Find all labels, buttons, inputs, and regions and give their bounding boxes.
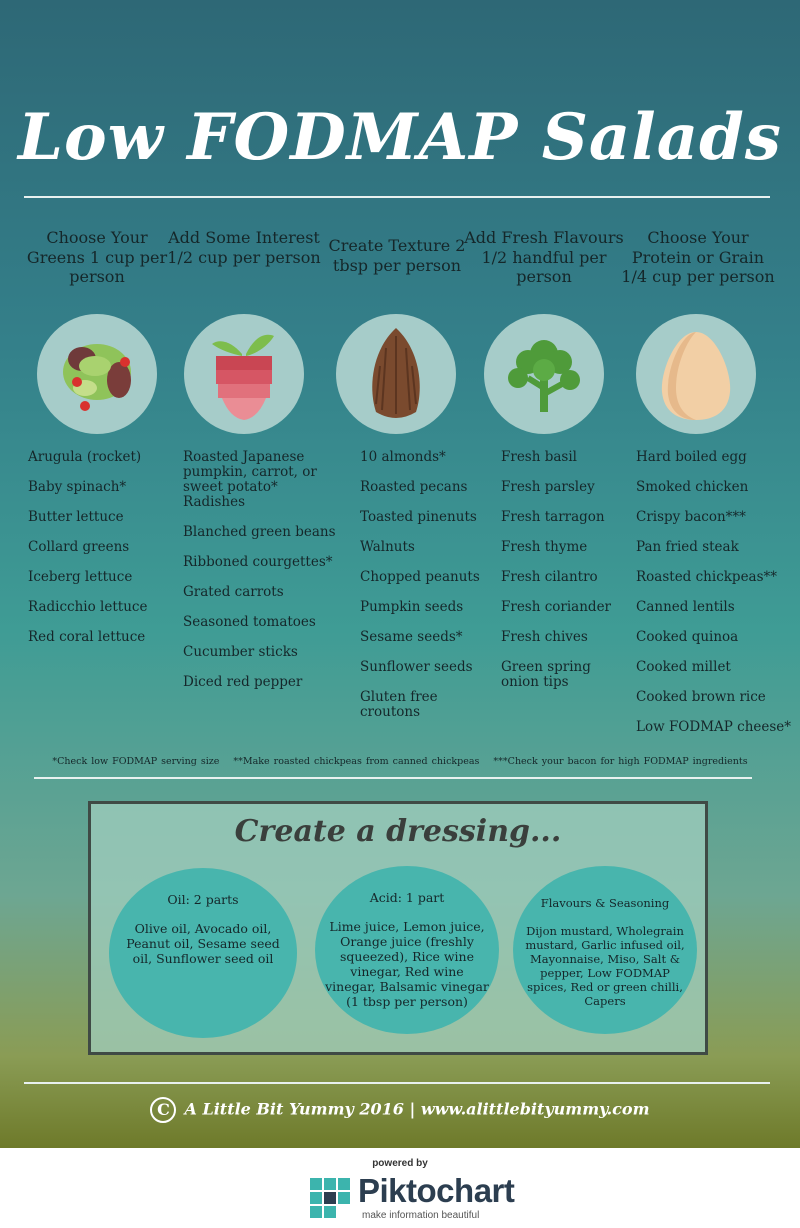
column-header: Create Texture 2 tbsp per person (328, 236, 466, 275)
radish-icon (184, 314, 304, 434)
column-header: Add Some Interest 1/2 cup per person (167, 228, 321, 267)
list-item: Sesame seeds* (360, 629, 463, 645)
flavours-list (501, 450, 629, 690)
list-item: Baby spinach* (28, 479, 127, 495)
footnote: **Make roasted chickpeas from canned chickpeas (233, 756, 480, 767)
list-item: Sunflower seeds (360, 659, 473, 675)
protein-list (636, 450, 796, 750)
list-item: Roasted chickpeas** (636, 569, 778, 585)
list-item: Red coral lettuce (28, 629, 146, 645)
piktochart-logo-icon[interactable] (308, 1176, 352, 1220)
footnote: *Check low FODMAP serving size (52, 756, 220, 767)
interest-list (183, 450, 355, 705)
list-item: Chopped peanuts (360, 569, 480, 585)
list-item: Radicchio lettuce (28, 599, 148, 615)
list-item: Fresh coriander (501, 599, 612, 615)
dressing-part-title: Acid: 1 part (369, 890, 445, 905)
list-item: Roasted pecans (360, 479, 468, 495)
dressing-title: Create a dressing... (234, 814, 562, 849)
list-item: Pan fried steak (636, 539, 739, 555)
list-item: Crispy bacon*** (636, 509, 746, 525)
dressing-acid (315, 866, 499, 1034)
footnote: ***Check your bacon for high FODMAP ingredients (493, 756, 748, 767)
column-protein (618, 228, 778, 310)
column-flavours (464, 228, 624, 310)
page-title: Low FODMAP Salads (18, 100, 782, 175)
piktochart-brand[interactable]: Piktochart (358, 1172, 515, 1209)
dressing-flavours (513, 866, 697, 1034)
list-item: Fresh tarragon (501, 509, 605, 525)
list-item: Roasted Japanese pumpkin, carrot, or sweet potato* (183, 449, 317, 495)
list-item: Fresh parsley (501, 479, 595, 495)
egg-icon (636, 314, 756, 434)
list-item: Collard greens (28, 539, 130, 555)
list-item: Radishes (183, 494, 246, 510)
piktochart-tagline: make information beautiful (362, 1210, 480, 1221)
dressing-box (88, 801, 708, 1055)
column-header: Add Fresh Flavours 1/2 handful per person (464, 228, 624, 286)
list-item: Green spring onion tips (501, 659, 591, 690)
list-item: Cucumber sticks (183, 644, 298, 660)
footnotes (0, 756, 800, 767)
list-item: Fresh thyme (501, 539, 588, 555)
powered-by-label: powered by (372, 1158, 428, 1169)
credit-text[interactable]: A Little Bit Yummy 2016 | www.alittlebityummy.com (184, 1099, 650, 1119)
list-item: Low FODMAP cheese* (636, 719, 792, 735)
list-item: 10 almonds* (360, 449, 446, 465)
list-item: Gluten free croutons (360, 689, 438, 720)
list-item: Toasted pinenuts (360, 509, 477, 525)
list-item: Fresh chives (501, 629, 588, 645)
title-divider (24, 196, 770, 198)
herb-icon (484, 314, 604, 434)
list-item: Cooked millet (636, 659, 731, 675)
list-item: Hard boiled egg (636, 449, 747, 465)
credit-divider (24, 1082, 770, 1084)
lettuce-icon (37, 314, 157, 434)
column-greens (17, 228, 177, 310)
greens-list (28, 450, 178, 660)
column-texture (317, 236, 477, 318)
list-item: Fresh cilantro (501, 569, 598, 585)
dressing-part-text: Lime juice, Lemon juice, Orange juice (freshly squeezed), Rice wine vinegar, Red wine vinegar, Balsamic vinegar (1 tbsp per person) (325, 919, 489, 1009)
list-item: Fresh basil (501, 449, 577, 465)
credit-line (0, 1097, 800, 1123)
column-header: Choose Your Greens 1 cup per person (26, 228, 168, 286)
dressing-part-title: Flavours & Seasoning (540, 896, 670, 910)
column-header: Choose Your Protein or Grain 1/4 cup per person (621, 228, 775, 286)
list-item: Cooked brown rice (636, 689, 766, 705)
list-item: Cooked quinoa (636, 629, 739, 645)
column-interest (164, 228, 324, 310)
dressing-oil (109, 868, 297, 1038)
list-item: Walnuts (360, 539, 415, 555)
list-item: Smoked chicken (636, 479, 749, 495)
dressing-part-title: Oil: 2 parts (167, 892, 239, 907)
copyright-icon: C (150, 1097, 176, 1123)
powered-by-bar (0, 1148, 800, 1228)
list-item: Butter lettuce (28, 509, 124, 525)
dressing-part-text: Dijon mustard, Wholegrain mustard, Garlic infused oil, Mayonnaise, Miso, Salt & pepper, Low FODMAP spices, Red or green chilli, Capers (525, 924, 685, 1008)
almond-icon (336, 314, 456, 434)
list-item: Diced red pepper (183, 674, 303, 690)
list-item: Blanched green beans (183, 524, 336, 540)
texture-list (360, 450, 500, 720)
list-item: Iceberg lettuce (28, 569, 133, 585)
list-item: Arugula (rocket) (28, 449, 142, 465)
list-item: Ribboned courgettes* (183, 554, 333, 570)
list-item: Grated carrots (183, 584, 284, 600)
footnote-divider (34, 777, 752, 779)
dressing-part-text: Olive oil, Avocado oil, Peanut oil, Sesame seed oil, Sunflower seed oil (126, 921, 280, 966)
list-item: Seasoned tomatoes (183, 614, 316, 630)
list-item: Pumpkin seeds (360, 599, 464, 615)
list-item: Canned lentils (636, 599, 735, 615)
